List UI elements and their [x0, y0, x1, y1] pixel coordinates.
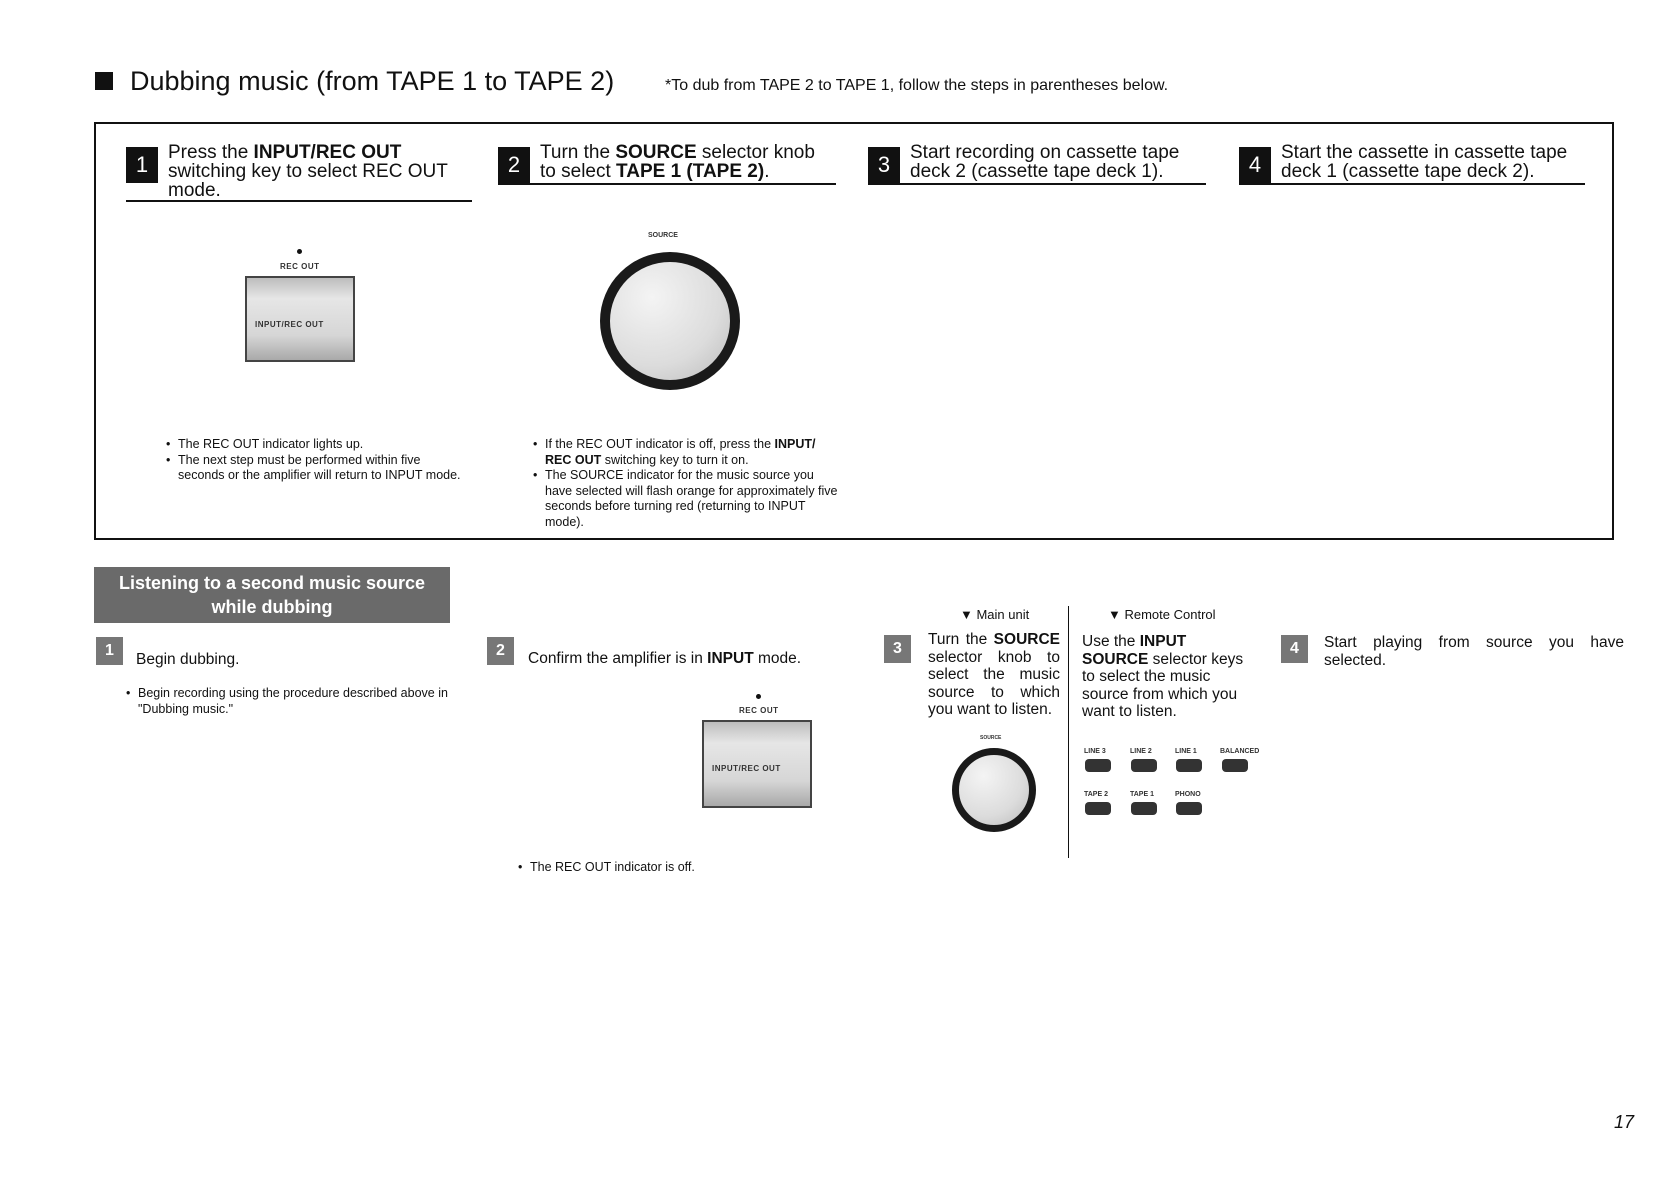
source-label: SOURCE: [980, 735, 1002, 741]
source-knob-icon: [952, 748, 1036, 832]
remote-key-icon: [1085, 759, 1111, 772]
remote-key-label: BALANCED: [1220, 748, 1260, 755]
column-divider: [1068, 606, 1069, 858]
lower-step-3-remote-text: Use the INPUT SOURCE selector keys to select the music source from which you want to listen.: [1082, 633, 1244, 720]
remote-key-label: PHONO: [1175, 791, 1201, 798]
remote-key-label: LINE 1: [1175, 748, 1197, 755]
listening-banner: [94, 567, 450, 623]
step-number: 1: [126, 147, 158, 183]
note-item: • The REC OUT indicator lights up.: [166, 437, 470, 453]
lower-step-4-number: 4: [1281, 635, 1308, 663]
note-item: • The SOURCE indicator for the music source you have selected will flash orange for approximately five seconds before turning red (returning to INPUT mode).: [533, 468, 843, 530]
key-label: INPUT/REC OUT: [712, 764, 781, 773]
lower-step-2-number: 2: [487, 637, 514, 665]
source-knob-icon: [600, 252, 740, 390]
lower-step-3-main-text: Turn the SOURCE selector knob to select the music source to which you want to listen.: [928, 631, 1060, 718]
lower-step-1-text: Begin dubbing.: [136, 651, 240, 668]
step-number: 3: [868, 147, 900, 183]
title-square-icon: [95, 72, 113, 90]
step-text: Turn the SOURCE selector knob to select TAPE 1 (TAPE 2).: [540, 142, 815, 182]
step-text: Start recording on cassette tape deck 2 (cassette tape deck 1).: [910, 142, 1180, 182]
input-rec-out-key-icon: [702, 720, 812, 808]
step1-notes: [166, 437, 470, 484]
lower-step-1-number: 1: [96, 637, 123, 665]
step-text: Press the INPUT/REC OUT switching key to select REC OUT mode.: [168, 142, 448, 201]
remote-key-icon: [1176, 802, 1202, 815]
step-number: 4: [1239, 147, 1271, 183]
note-item: • The next step must be performed within five seconds or the amplifier will return to INPUT mode.: [166, 453, 470, 484]
lower-step-1-notes: [126, 686, 456, 717]
step-number: 2: [498, 147, 530, 183]
remote-key-icon: [1131, 759, 1157, 772]
page-number: 17: [1613, 1112, 1634, 1132]
rec-out-indicator-icon: [297, 249, 302, 254]
rec-out-indicator-icon: [756, 694, 761, 699]
banner-line: while dubbing: [211, 597, 333, 617]
input-rec-out-key-icon: [245, 276, 355, 362]
dubbing-step-3: [868, 143, 1206, 185]
remote-key-icon: [1222, 759, 1248, 772]
page-title: Dubbing music (from TAPE 1 to TAPE 2): [130, 66, 615, 96]
main-unit-label: ▼ Main unit: [960, 607, 1030, 622]
lower-step-3-number: 3: [884, 635, 911, 663]
key-label: INPUT/REC OUT: [255, 320, 324, 329]
source-label: SOURCE: [648, 232, 678, 239]
note-item: • Begin recording using the procedure described above in "Dubbing music.": [126, 686, 456, 717]
banner-line: Listening to a second music source: [118, 573, 426, 593]
lower-step-2-notes: [518, 860, 798, 876]
note-item: • If the REC OUT indicator is off, press the INPUT/ REC OUT switching key to turn it on.: [533, 437, 843, 468]
dubbing-step-1: [126, 143, 472, 202]
step-text: Start the cassette in cassette tape deck 1 (cassette tape deck 2).: [1281, 142, 1568, 182]
lower-step-2-text: Confirm the amplifier is in INPUT mode.: [528, 650, 802, 667]
remote-key-label: LINE 3: [1084, 748, 1106, 755]
remote-control-label: ▼ Remote Control: [1108, 607, 1216, 622]
dubbing-step-4: [1239, 143, 1585, 185]
remote-key-label: LINE 2: [1130, 748, 1152, 755]
lower-step-4-text: Start playing from source you have selected.: [1324, 634, 1624, 669]
rec-out-label: REC OUT: [739, 706, 779, 715]
remote-key-icon: [1176, 759, 1202, 772]
remote-key-icon: [1085, 802, 1111, 815]
note-item: • The REC OUT indicator is off.: [518, 860, 798, 876]
remote-key-label: TAPE 2: [1084, 791, 1108, 798]
remote-key-icon: [1131, 802, 1157, 815]
title-note: *To dub from TAPE 2 to TAPE 1, follow the steps in parentheses below.: [665, 77, 1169, 94]
step2-notes: [533, 437, 843, 530]
rec-out-label: REC OUT: [280, 262, 320, 271]
dubbing-step-2: [498, 143, 836, 185]
remote-key-label: TAPE 1: [1130, 791, 1154, 798]
